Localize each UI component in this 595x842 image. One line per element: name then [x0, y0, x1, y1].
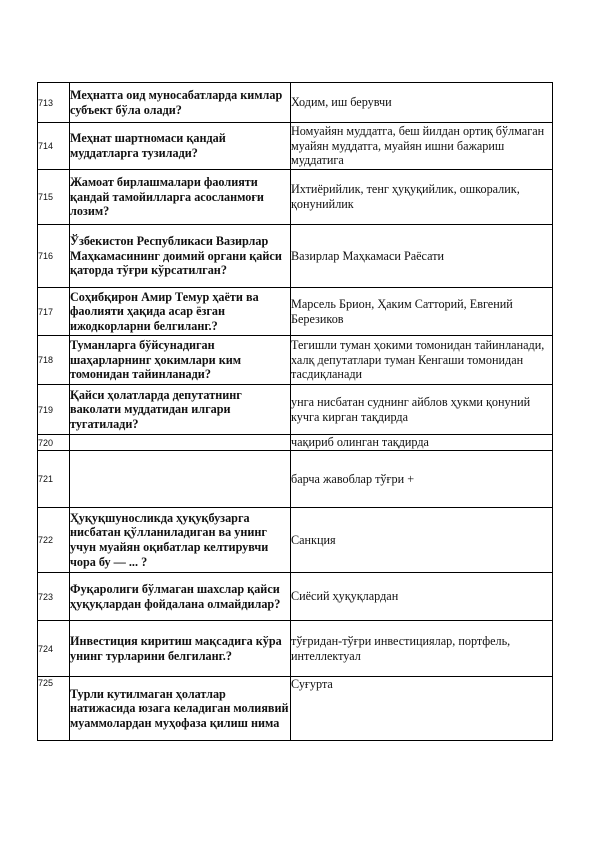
table-row	[38, 677, 553, 741]
answer-cell: Сиёсий ҳуқуқлардан	[291, 573, 553, 621]
question-cell: Қайси ҳолатларда депутатнинг ваколати муддатидан илгари тугатилади?	[70, 385, 291, 435]
question-cell: Ўзбекистон Республикаси Вазирлар Маҳкамасининг доимий органи қайси қаторда тўғри кўрсатилган?	[70, 225, 291, 288]
table-row	[38, 336, 553, 385]
table-row	[38, 123, 553, 170]
row-number: 720	[38, 435, 70, 451]
question-cell: Инвестиция киритиш мақсадига кўра унинг турларини белгиланг.?	[70, 621, 291, 677]
row-number: 721	[38, 451, 70, 508]
row-number: 718	[38, 336, 70, 385]
row-number: 724	[38, 621, 70, 677]
answer-cell: Ходим, иш берувчи	[291, 83, 553, 123]
row-number: 716	[38, 225, 70, 288]
row-number: 714	[38, 123, 70, 170]
table-row	[38, 170, 553, 225]
row-number: 723	[38, 573, 70, 621]
table-row	[38, 83, 553, 123]
question-cell: Меҳнат шартномаси қандай муддатларга тузилади?	[70, 123, 291, 170]
answer-cell: унга нисбатан суднинг айблов ҳукми қонуний кучга кирган тақдирда	[291, 385, 553, 435]
answer-cell: Суғурта	[291, 677, 553, 741]
question-cell: Жамоат бирлашмалари фаолияти қандай тамойилларга асосланмоғи лозим?	[70, 170, 291, 225]
answer-cell: Марсель Брион, Ҳаким Сатторий, Евгений Березиков	[291, 288, 553, 336]
row-number: 725	[38, 677, 70, 741]
question-cell	[70, 451, 291, 508]
answer-cell: чақириб олинган тақдирда	[291, 435, 553, 451]
answer-cell: Ихтиёрийлик, тенг ҳуқуқийлик, ошкоралик, қонунийлик	[291, 170, 553, 225]
question-cell: Фуқаролиги бўлмаган шахслар қайси ҳуқуқлардан фойдалана олмайдилар?	[70, 573, 291, 621]
table-row	[38, 451, 553, 508]
row-number: 719	[38, 385, 70, 435]
table-row	[38, 385, 553, 435]
question-cell	[70, 435, 291, 451]
answer-cell: Вазирлар Маҳкамаси Раёсати	[291, 225, 553, 288]
row-number: 722	[38, 508, 70, 573]
answer-cell: Номуайян муддатга, беш йилдан ортиқ бўлмаган муайян муддатга, муайян ишни бажариш муддатига	[291, 123, 553, 170]
table-row	[38, 508, 553, 573]
question-cell: Туманларга бўйсунадиган шаҳарларнинг ҳокимлари ким томонидан тайинланади?	[70, 336, 291, 385]
question-cell: Ҳуқуқшуносликда ҳуқуқбузарга нисбатан қўлланиладиган ва унинг учун муайян оқибатлар келтирувчи чора бу — ... ?	[70, 508, 291, 573]
table-row	[38, 435, 553, 451]
answer-cell: Санкция	[291, 508, 553, 573]
qa-table	[37, 82, 553, 741]
question-cell: Соҳибқирон Амир Темур ҳаёти ва фаолияти ҳақида асар ёзган ижодкорларни белгиланг.?	[70, 288, 291, 336]
row-number: 715	[38, 170, 70, 225]
answer-cell: тўғридан-тўғри инвестициялар, портфель, интеллектуал	[291, 621, 553, 677]
question-cell: Турли кутилмаган ҳолатлар натижасида юзага келадиган молиявий муаммолардан муҳофаза қилиш нима	[70, 677, 291, 741]
question-cell: Меҳнатга оид муносабатларда кимлар субъект бўла олади?	[70, 83, 291, 123]
answer-cell: Тегишли туман ҳокими томонидан тайинланади, халқ депутатлари туман Кенгаши томонидан тасдиқланади	[291, 336, 553, 385]
table-row	[38, 573, 553, 621]
row-number: 713	[38, 83, 70, 123]
row-number: 717	[38, 288, 70, 336]
table-row	[38, 225, 553, 288]
table-row	[38, 621, 553, 677]
table-row	[38, 288, 553, 336]
answer-cell: барча жавоблар тўғри +	[291, 451, 553, 508]
